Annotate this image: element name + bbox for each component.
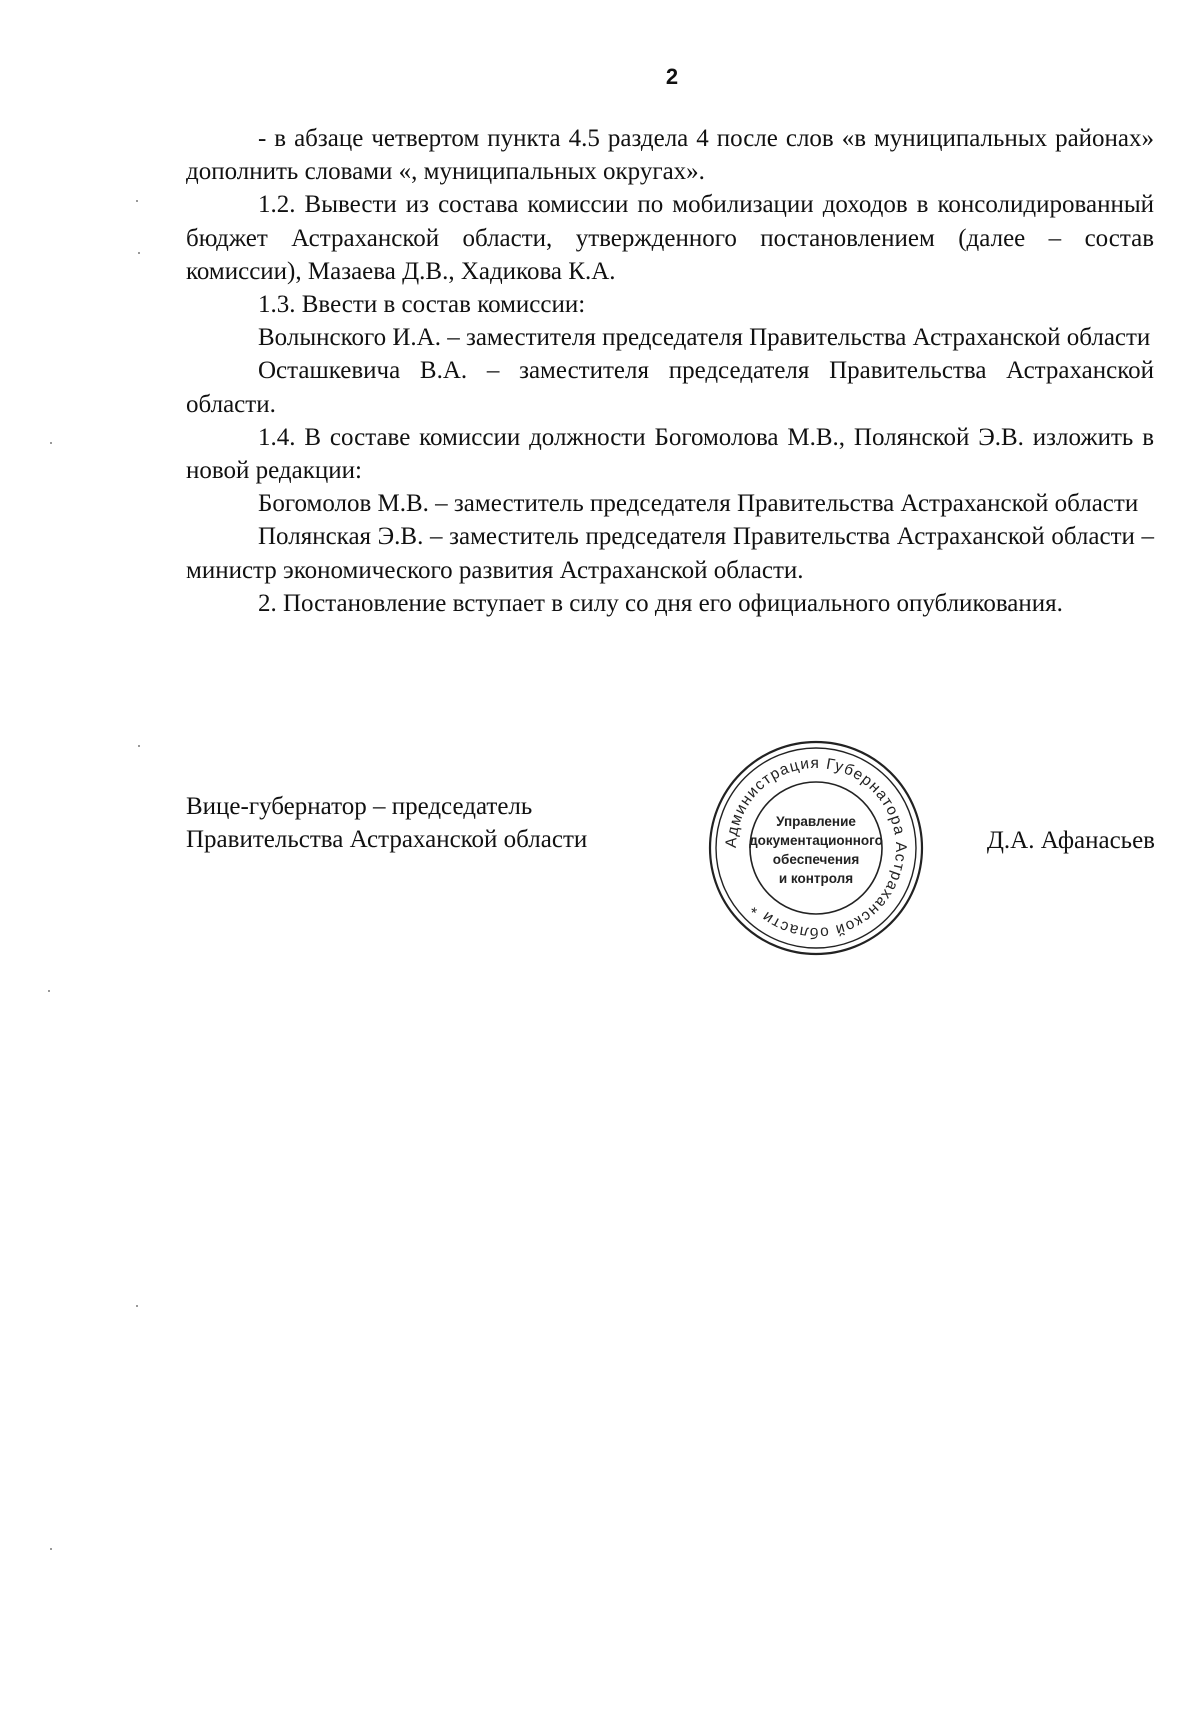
paragraph-line: 1.3. Ввести в состав комиссии: (258, 291, 586, 319)
paragraph-line: изложить в новой редакции: (186, 423, 1155, 485)
signatory-position-line: Вице-губернатор – председатель (186, 793, 533, 820)
paragraph-line: районах» дополнить словами «, муниципальных округах». (186, 125, 1155, 186)
paragraph-line: Астраханской области. (186, 357, 1155, 418)
document-body (186, 122, 1154, 620)
paragraph-line: 1.2. Вывести из состава комиссии по мобилизации доходов в (258, 191, 929, 219)
paragraph-line: области – министр экономического развития Астраханской области. (186, 523, 1155, 584)
stamp-center-line: обеспечения (772, 852, 860, 867)
paragraph-line: Астраханской области (912, 324, 1151, 352)
paragraph-amendment-4-5 (186, 122, 1154, 188)
paragraph-ostashkevich (186, 354, 1154, 420)
stamp-center-line: Управление (776, 814, 856, 829)
paragraph-volynsky (186, 321, 1154, 354)
paragraph-line: Волынского И.А. – заместителя председателя Правительства (258, 324, 907, 352)
signatory-name: Д.А. Афанасьев (986, 827, 1155, 854)
paragraph-1-3 (186, 288, 1154, 321)
paragraph-line: 2. Постановление вступает в силу со дня его официального опубликования. (258, 589, 1063, 617)
paragraph-line: постановлением (далее – состав комиссии), Мазаева Д.В., Хадикова К.А. (186, 224, 1155, 285)
page-number: 2 (665, 64, 679, 89)
signatory-position-line: Правительства Астраханской области (186, 826, 588, 853)
paragraph-1-4 (186, 421, 1154, 487)
paragraph-line: Богомолов М.В. – заместитель председателя Правительства Астраханской (258, 490, 1049, 518)
paragraph-1-2 (186, 188, 1154, 288)
paragraph-line: - в абзаце четвертом пункта 4.5 раздела 4 после слов «в муниципальных (258, 125, 1048, 152)
paragraph-line: 1.4. В составе комиссии должности Богомолова М.В., Полянской Э.В. (258, 423, 1024, 451)
stamp-outer-text: Администрация Губернатора Астраханской области * (722, 754, 910, 942)
signatory-position (186, 790, 587, 856)
paragraph-line: Полянская Э.В. – заместитель председателя Правительства Астраханской (258, 523, 1045, 551)
paragraph-line: консолидированный бюджет Астраханской области, утвержденного (186, 191, 1155, 252)
paragraph-line: области (1054, 490, 1139, 518)
paragraph-line: Осташкевича В.А. – заместителя председателя Правительства (258, 357, 987, 385)
official-stamp (707, 739, 925, 957)
stamp-center-line: документационного (749, 833, 883, 848)
paragraph-2-effective (186, 587, 1154, 620)
paragraph-polyanskaya (186, 520, 1154, 586)
stamp-center-line: и контроля (778, 871, 854, 886)
paragraph-bogomolov (186, 487, 1154, 520)
